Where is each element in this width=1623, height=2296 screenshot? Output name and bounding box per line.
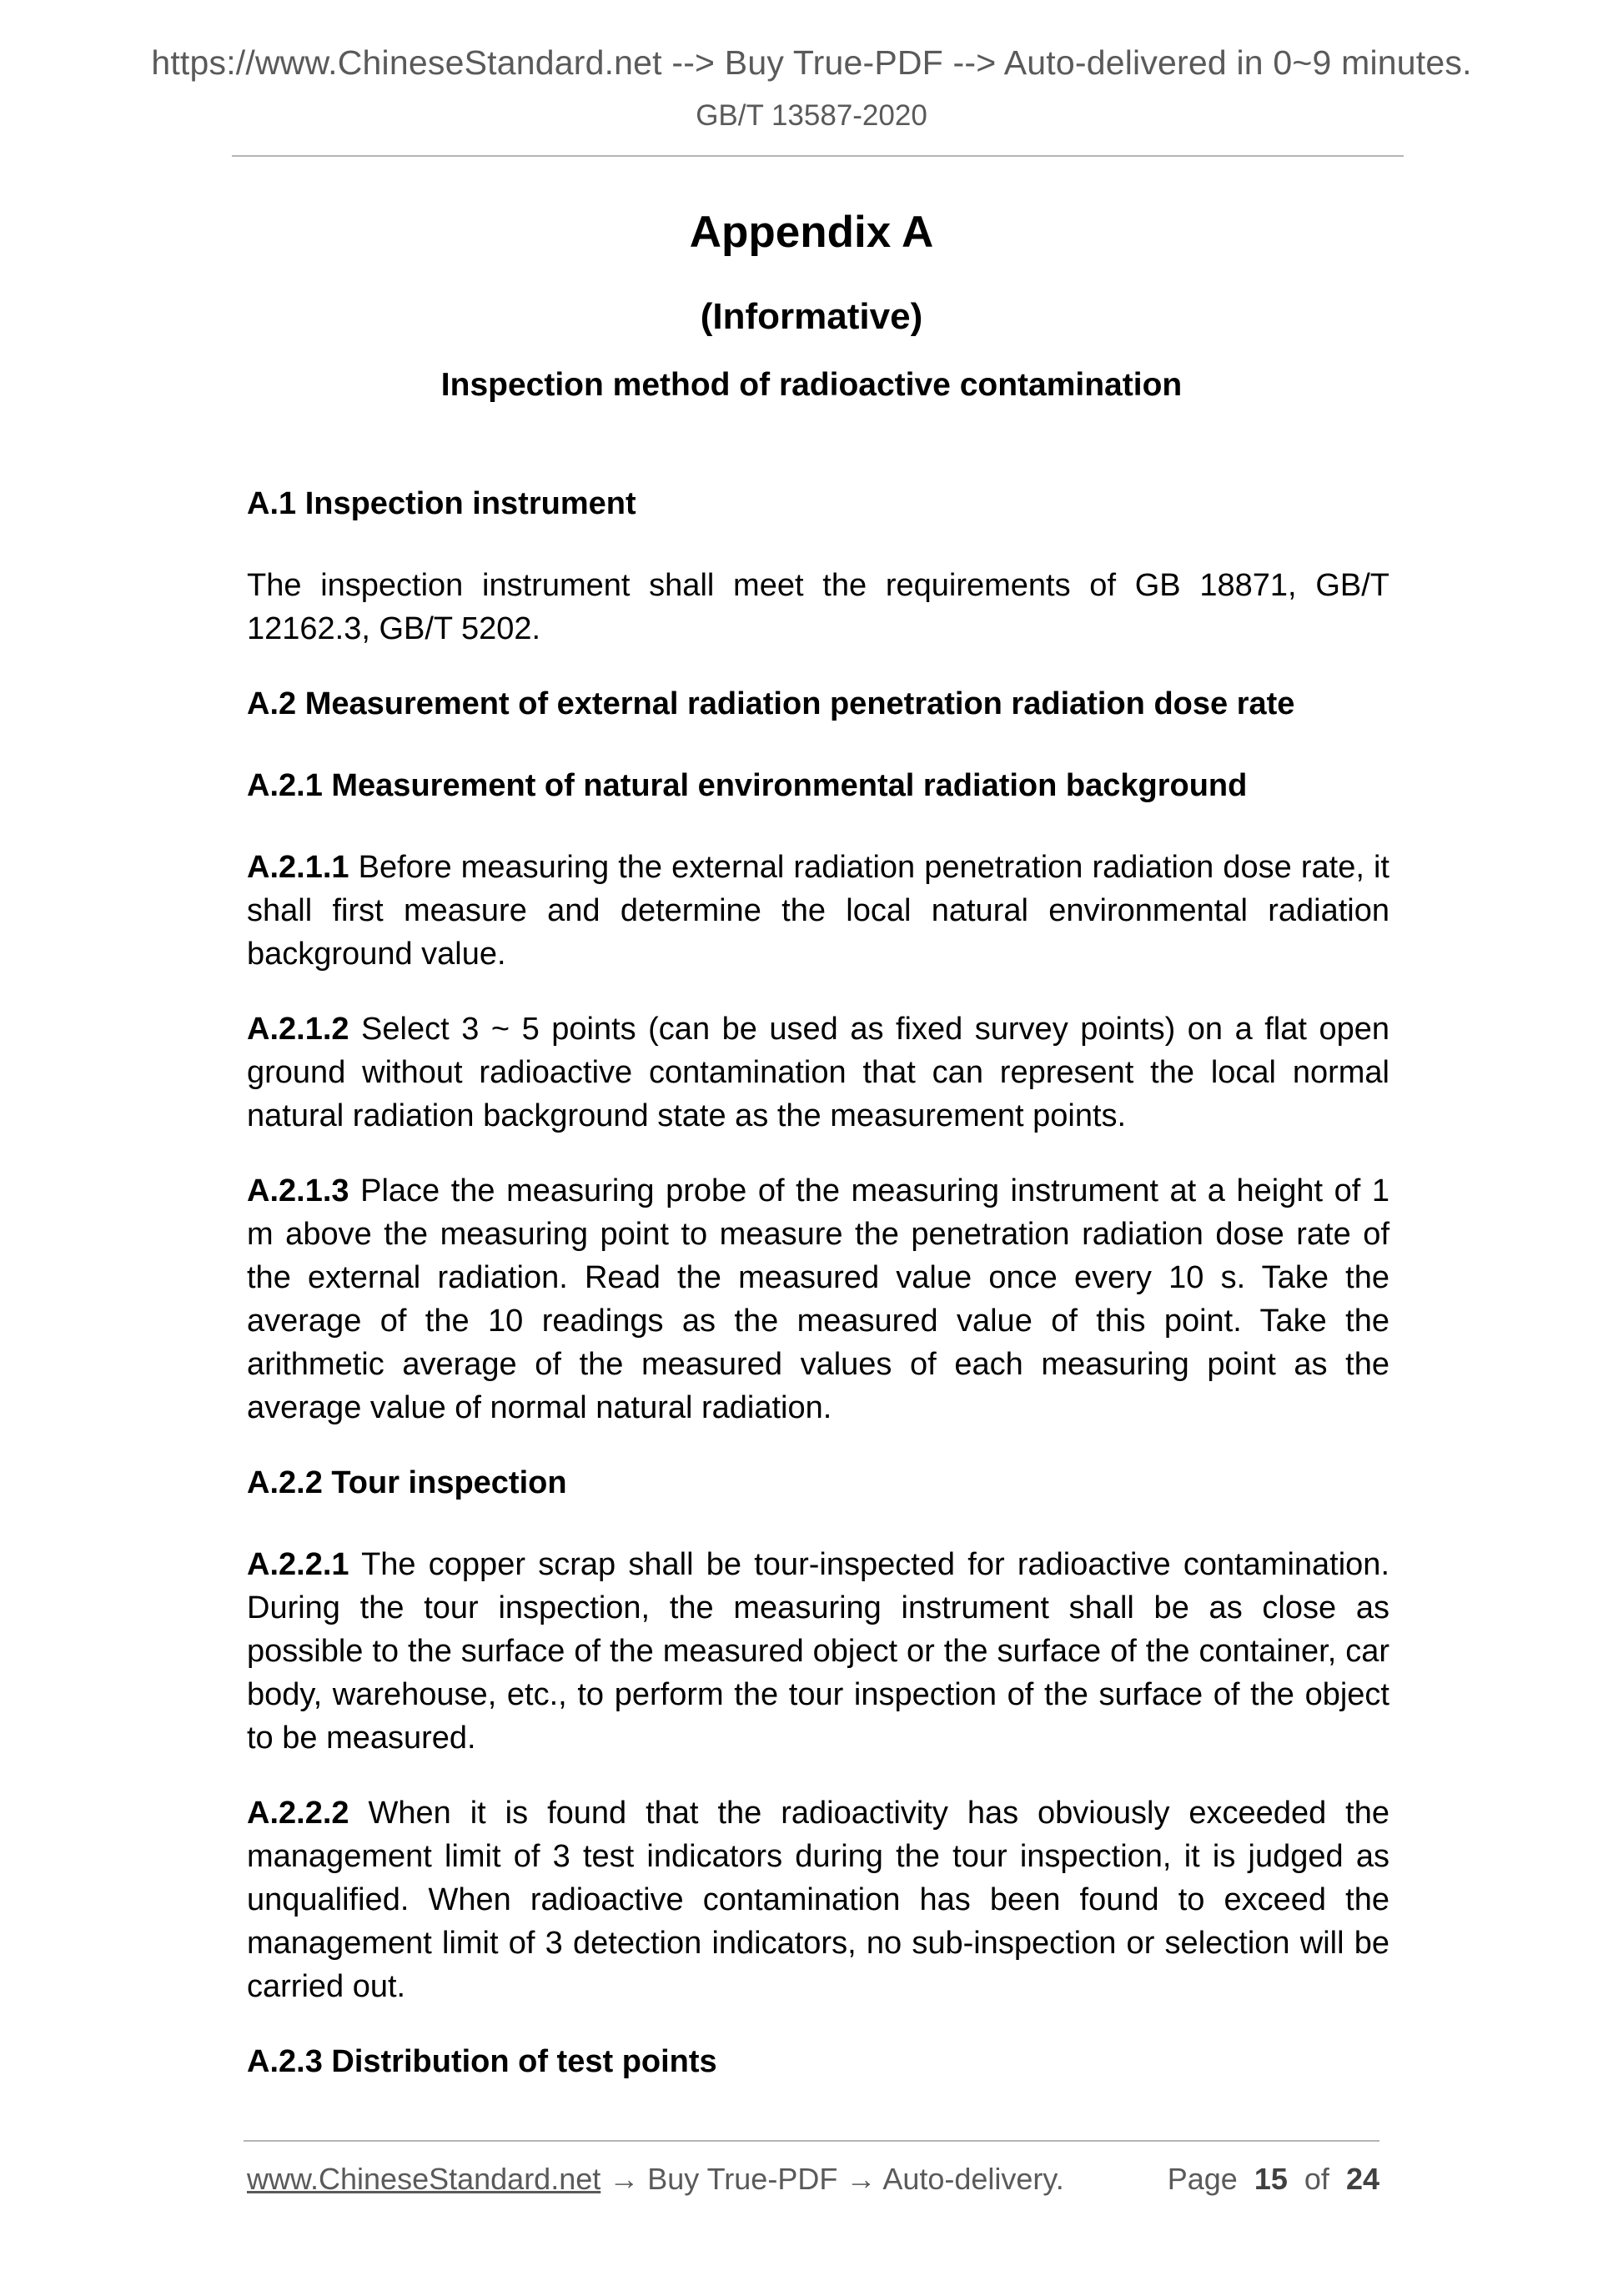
clause-a221 (247, 1543, 1389, 1760)
section-a2-heading: A.2 Measurement of external radiation penetration radiation dose rate (247, 686, 1295, 721)
clause-a212-number: A.2.1.2 (247, 1012, 349, 1047)
clause-a211-number: A.2.1.1 (247, 850, 349, 885)
clause-a213 (247, 1169, 1389, 1429)
standard-code: GB/T 13587-2020 (696, 99, 927, 132)
clause-a222-text: When it is found that the radioactivity has obviously exceeded the management limit of 3 test indicators during the tour inspection, it is judged as unqualified. When radioactive contamination has been found to exceed the management limit of 3 detection indicators, no sub-inspection or selection will be carried out. (247, 1796, 1389, 2004)
clause-a211-text: Before measuring the external radiation penetration radiation dose rate, it shall first measure and determine the local natural environmental radiation background value. (247, 850, 1389, 972)
page-indicator (1168, 2162, 1379, 2197)
page-footer (247, 2162, 1379, 2197)
section-a1-heading: A.1 Inspection instrument (247, 486, 636, 521)
document-body (247, 482, 1389, 2122)
clause-a212 (247, 1007, 1389, 1138)
header-divider (232, 155, 1404, 157)
section-a22-heading: A.2.2 Tour inspection (247, 1465, 567, 1500)
appendix-subtitle: (Informative) (700, 296, 923, 337)
appendix-heading: Inspection method of radioactive contamination (440, 367, 1183, 403)
clause-a213-text: Place the measuring probe of the measuring instrument at a height of 1 m above the measuring point to measure the penetration radiation dose rate of the external radiation. Read the measured value once every 10 s. Take the average of the 10 readings as the measured value of this point. Take the arithmetic average of the measured values of each measuring point as the average value of normal natural radiation. (247, 1173, 1389, 1425)
page-number: 15 (1254, 2162, 1288, 2196)
appendix-title: Appendix A (689, 208, 934, 257)
section-a21-heading: A.2.1 Measurement of natural environmental radiation background (247, 768, 1248, 803)
clause-a221-text: The copper scrap shall be tour-inspected for radioactive contamination. During the tour inspection, the measuring instrument shall be as close as possible to the surface of the measured object or the surface of the container, car body, warehouse, etc., to perform the tour inspection of the surface of the object to be measured. (247, 1547, 1389, 1756)
footer-site-link[interactable]: www.ChineseStandard.net (247, 2162, 601, 2196)
page-label: Page (1167, 2162, 1238, 2196)
footer-divider (244, 2140, 1379, 2142)
clause-a221-number: A.2.2.1 (247, 1547, 349, 1582)
section-a1-text: The inspection instrument shall meet the requirements of GB 18871, GB/T 12162.3, GB/T 5202. (247, 568, 1389, 646)
clause-a212-text: Select 3 ~ 5 points (can be used as fixed survey points) on a flat open ground without radioactive contamination that can represent the local normal natural radiation background state as the measurement points. (247, 1012, 1389, 1133)
section-a23-heading: A.2.3 Distribution of test points (247, 2044, 717, 2079)
footer-tagline: → Buy True-PDF → Auto-delivery. (600, 2162, 1064, 2196)
total-pages: 24 (1345, 2162, 1379, 2196)
top-banner: https://www.ChineseStandard.net --> Buy True-PDF --> Auto-delivered in 0~9 minutes. (151, 43, 1472, 82)
clause-a213-number: A.2.1.3 (247, 1173, 349, 1208)
clause-a211 (247, 846, 1389, 976)
of-label: of (1304, 2162, 1329, 2196)
clause-a222-number: A.2.2.2 (247, 1796, 349, 1831)
clause-a222 (247, 1791, 1389, 2008)
